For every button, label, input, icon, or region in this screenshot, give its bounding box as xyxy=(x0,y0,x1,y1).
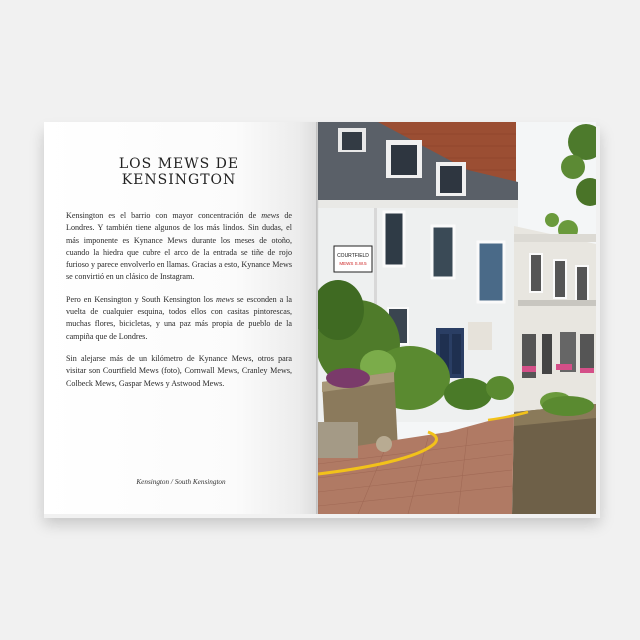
steps xyxy=(318,422,358,458)
mews-photo xyxy=(318,122,596,514)
street-sign xyxy=(334,246,372,272)
left-page xyxy=(44,122,318,514)
street-sign-line1: COURTFIELD xyxy=(337,253,369,259)
paragraph-3: Sin alejarse más de un kilómetro de Kynance Mews, otros para visitar son Courtfield Mews (foto), Cornwall Mews, Cranley Mews, Colbeck Mews, Gaspar Mews y Astwood Mews. xyxy=(66,353,292,388)
book-spine xyxy=(316,122,319,514)
stone-ball xyxy=(376,436,392,452)
page-footer: Kensington / South Kensington xyxy=(136,478,226,486)
page-title: LOS MEWS DE KENSINGTON xyxy=(118,156,240,188)
paragraph-2: Pero en Kensington y South Kensington los mews se esconden a la vuelta de cualquier esquina, todos ellos con casitas pintorescas, muchas flores, bicicletas, y una paz más propia de pueblo de la campiña que de Londres. xyxy=(66,294,292,341)
paragraph-1: Kensington es el barrio con mayor concentración de mews de Londres. Y también tiene algunos de los más lindos. Sin dudas, el más imponente es Kynance Mews durante los meses de otoño, cuando la hiedra que cubre el arco de la entrada se tiñe de rojo furioso y parece envolverlo en llamas. Gracias a esto, Kynance Mews se convirtió en un clásico de Instagram. xyxy=(66,211,292,282)
street-sign-line2: MEWS S.W.5 xyxy=(339,261,367,266)
right-page xyxy=(318,122,596,514)
